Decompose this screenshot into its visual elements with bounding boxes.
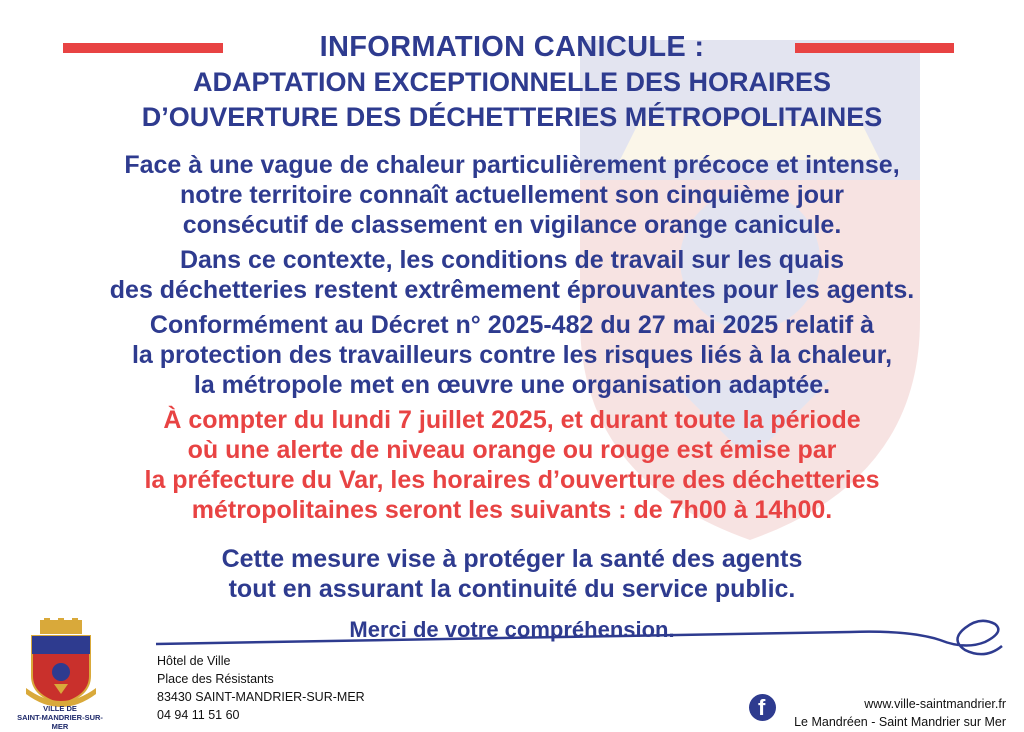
title-main: INFORMATION CANICULE : (319, 31, 705, 63)
text-line: À compter du lundi 7 juillet 2025, et durant toute la période (163, 406, 861, 434)
text-line: Conformément au Décret n° 2025-482 du 27 mai 2025 relatif à (149, 311, 875, 339)
facebook-icon: f (749, 694, 776, 721)
text-line: Face à une vague de chaleur particulièrement précoce et intense, (124, 151, 900, 179)
body-text (0, 150, 1024, 604)
text-line: la métropole met en œuvre une organisation adaptée. (193, 371, 831, 399)
town-hall-address (157, 652, 365, 724)
text-line: tout en assurant la continuité du service public. (228, 575, 796, 603)
text-line: Cette mesure vise à protéger la santé des agents (221, 545, 803, 573)
crest-caption-line: VILLE DE (43, 704, 77, 713)
paragraph-context (0, 245, 1024, 305)
paragraph-purpose (0, 544, 1024, 604)
text-line: des déchetteries restent extrêmement éprouvantes pour les agents. (109, 276, 915, 304)
paragraph-decree (0, 310, 1024, 400)
paragraph-heatwave (0, 150, 1024, 240)
text-line: la préfecture du Var, les horaires d’ouverture des déchetteries (144, 466, 880, 494)
text-line: où une alerte de niveau orange ou rouge est émise par (187, 436, 837, 464)
text-line: Dans ce contexte, les conditions de travail sur les quais (179, 246, 845, 274)
title-line-3: D’OUVERTURE DES DÉCHETTERIES MÉTROPOLITAINES (141, 102, 883, 132)
address-line: Place des Résistants (157, 672, 274, 686)
phone-number: 04 94 11 51 60 (157, 708, 240, 722)
paragraph-new-hours (0, 405, 1024, 525)
page-title (0, 30, 1024, 135)
crest-caption (10, 704, 110, 731)
address-line: Hôtel de Ville (157, 654, 231, 668)
text-line: consécutif de classement en vigilance orange canicule. (182, 211, 842, 239)
text-line: notre territoire connaît actuellement son cinquième jour (179, 181, 844, 209)
website-link[interactable]: www.ville-saintmandrier.fr (864, 697, 1006, 711)
title-line-2: ADAPTATION EXCEPTIONNELLE DES HORAIRES (192, 67, 832, 97)
crest-caption-line: SAINT-MANDRIER-SUR-MER (17, 713, 103, 731)
text-line: métropolitaines seront les suivants : de 7h00 à 14h00. (191, 496, 833, 524)
text-line: la protection des travailleurs contre les risques liés à la chaleur, (131, 341, 893, 369)
social-links (794, 695, 1006, 731)
thanks-message: Merci de votre compréhension. (349, 617, 675, 642)
address-line: 83430 SAINT-MANDRIER-SUR-MER (157, 690, 365, 704)
facebook-page-name[interactable]: Le Mandréen - Saint Mandrier sur Mer (794, 715, 1006, 729)
